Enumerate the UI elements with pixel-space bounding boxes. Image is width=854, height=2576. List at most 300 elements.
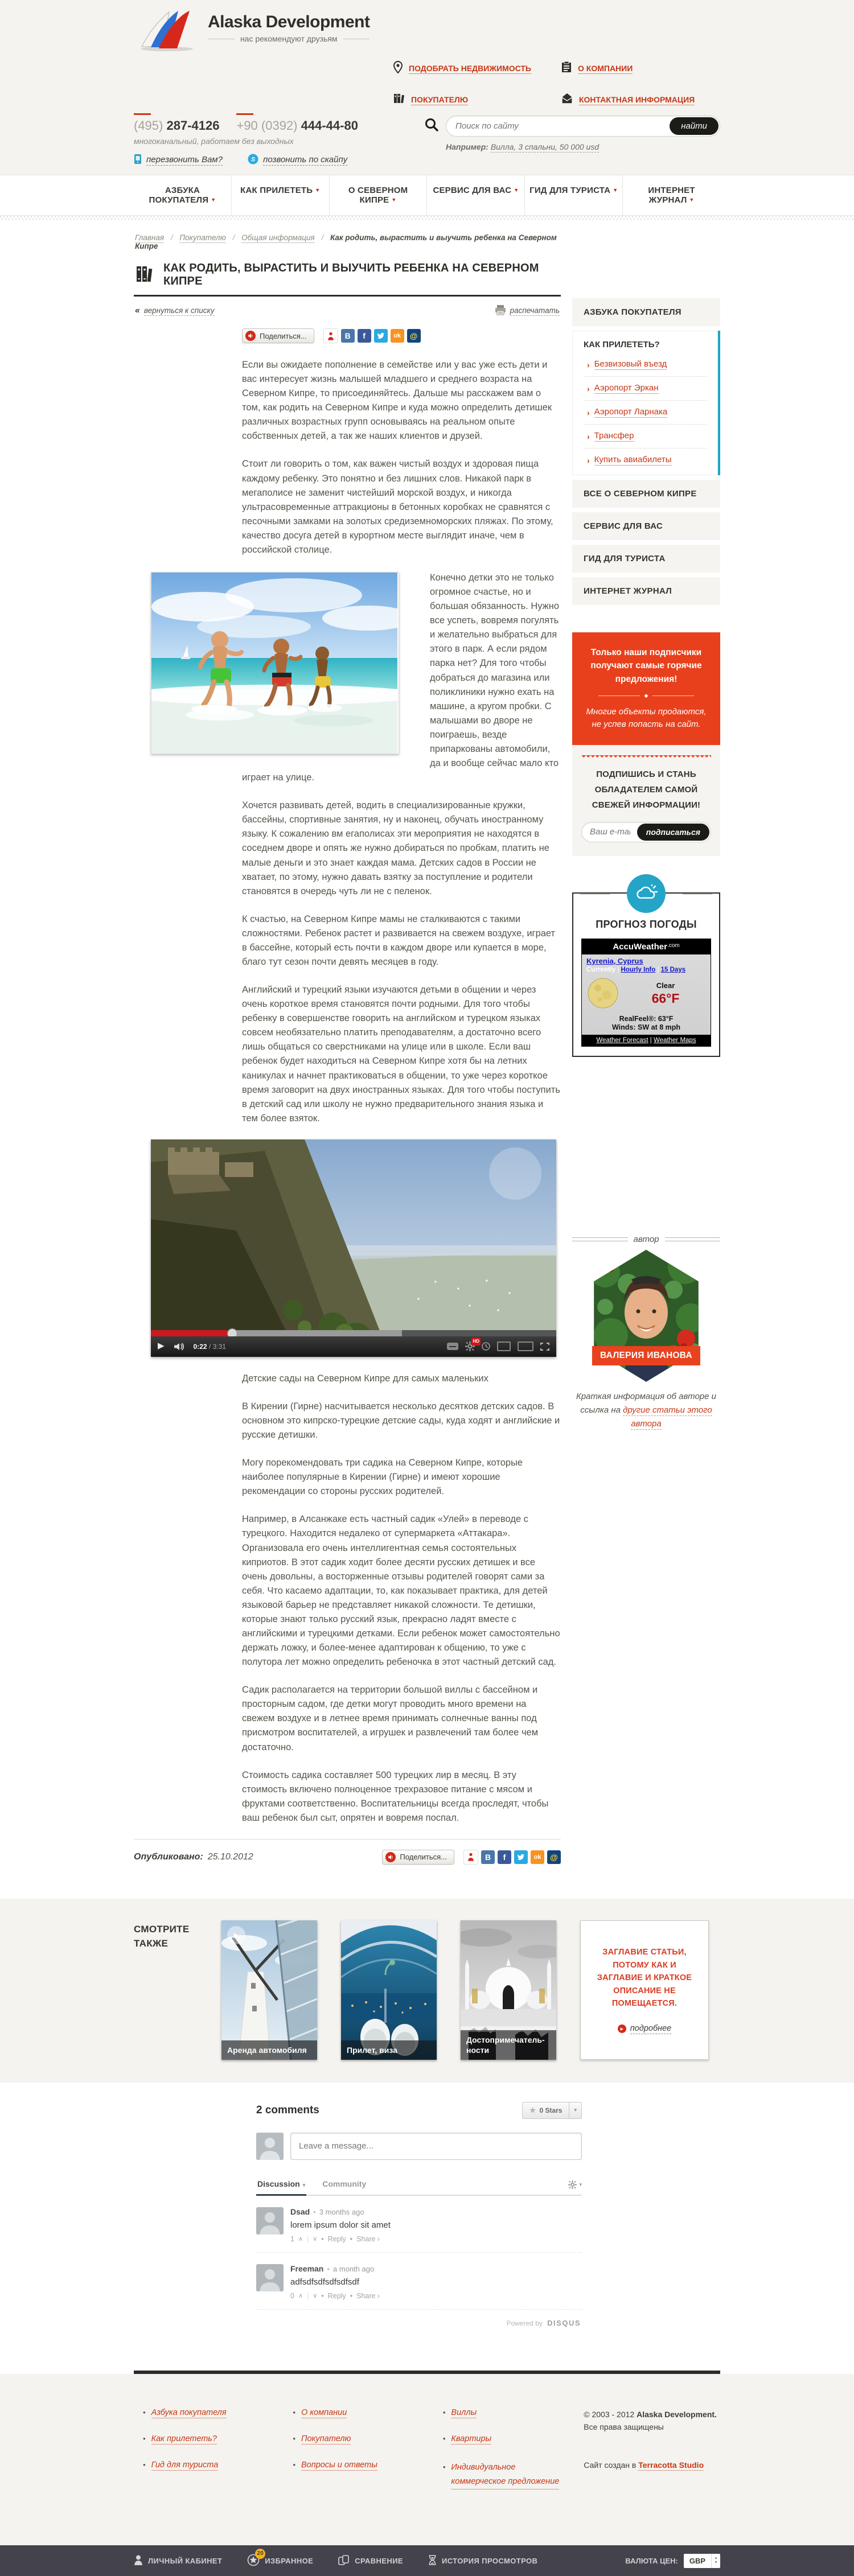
- comments-settings[interactable]: [568, 2180, 582, 2189]
- quick-link-label: ПОДОБРАТЬ НЕДВИЖИМОСТЬ: [409, 63, 531, 73]
- sidebar-link-label: Аэропорт Эркан: [594, 383, 659, 393]
- see-also-note-text: ЗАГЛАВИЕ СТАТЬИ, ПОТОМУ КАК И ЗАГЛАВИЕ И КРАТКОЕ ОПИСАНИЕ НЕ ПОМЕЩАЕТСЯ.: [597, 1948, 692, 2009]
- paragraph: В Кирении (Гирне) насчитывается несколько десятков детских садов. В основном это кипрско-турецкие детские сады, куда ходят и английские и русские детишки.: [242, 1401, 560, 1441]
- share-button[interactable]: [382, 1850, 454, 1865]
- quick-link-about[interactable]: [561, 61, 720, 76]
- phone-moscow: [134, 113, 219, 133]
- sidebar-item-azbuka[interactable]: [572, 298, 720, 326]
- breadcrumb-info[interactable]: Общая информация: [241, 233, 315, 242]
- play-badge-icon: ▶: [227, 1926, 245, 1944]
- see-also-label: СМОТРИТЕ ТАКЖЕ: [134, 1923, 190, 1949]
- separator: •: [350, 2235, 353, 2243]
- disqus-logo[interactable]: DISQUS: [547, 2318, 581, 2327]
- bullet: •: [442, 2434, 446, 2443]
- callback-label: перезвонить Вам?: [146, 155, 223, 164]
- paragraph: Хочется развивать детей, водить в специализированные кружки, бассейны, спортивные занятия, ну и наконец, обучать иностранному языку. К сожалению вм егаполисах эти мероприятия не находятся в соседнем дворе и опять же нужно добираться по пробкам, платить не малые деньги и это знает каждая мама. Детских садов в России не хватает, по этому, нужно давать взятку за поступление и родители становятся в очередь чуть ли не с пеленок.: [242, 800, 549, 896]
- subscribe-heading: ПОДПИШИСЬ И СТАНЬ ОБЛАДАТЕЛЕМ САМОЙ СВЕЖЕЙ ИНФОРМАЦИИ!: [592, 769, 701, 810]
- twitter-icon[interactable]: [374, 329, 388, 343]
- sidebar-link-avia[interactable]: [584, 448, 707, 472]
- subscribe-box: [572, 745, 720, 856]
- downvote-icon[interactable]: ∨: [313, 2236, 318, 2243]
- see-also-card-arrival-visa[interactable]: [341, 1920, 437, 2060]
- quick-link-label: КОНТАКТНАЯ ИНФОРМАЦИЯ: [579, 94, 695, 104]
- vk-icon[interactable]: В: [481, 1850, 495, 1864]
- comment-author[interactable]: Dsad: [290, 2207, 310, 2216]
- published-label: Опубликовано:: [134, 1851, 203, 1862]
- sidebar-link-label: Трансфер: [594, 431, 634, 441]
- video-progress-loaded: [232, 1330, 402, 1336]
- author-articles-link[interactable]: другие статьи этого автора: [623, 1405, 712, 1429]
- odnoklassniki-icon[interactable]: ok: [531, 1850, 544, 1864]
- paragraph: Стоимость садика составляет 500 турецких лир в месяц. В эту стоимость включено полноценное трехразовое питание с мясом и фруктами соответственно. Воспитательницы всегда проследят, чтобы ваш ребенок был сыт, опрятен и вовремя поспал.: [242, 1770, 549, 1823]
- yaru-icon[interactable]: [323, 328, 338, 343]
- nav-item-gid[interactable]: [524, 175, 622, 215]
- sidebar-section-kak-priletet: [572, 331, 720, 475]
- quick-link-find-property[interactable]: [393, 61, 538, 76]
- share-link[interactable]: Share ›: [356, 2235, 380, 2243]
- email-input[interactable]: [583, 824, 637, 840]
- author-name: ВАЛЕРИЯ ИВАНОВА: [592, 1346, 700, 1365]
- theater-mode-icon[interactable]: [497, 1342, 511, 1351]
- favorites-badge: 20: [255, 2549, 265, 2559]
- share-label: Поделиться...: [260, 331, 307, 340]
- phone-number: 287-4126: [166, 118, 220, 133]
- skype-icon: [248, 154, 258, 167]
- logo-text: [208, 9, 369, 43]
- bullet: •: [442, 2408, 446, 2417]
- sidebar-link-ercan[interactable]: [584, 377, 707, 401]
- breadcrumb-home[interactable]: Главная: [135, 233, 165, 242]
- comment-item: [256, 2196, 582, 2253]
- separator: |: [650, 1036, 652, 1044]
- sidebar-item-label: ГИД ДЛЯ ТУРИСТА: [584, 554, 666, 563]
- terracotta-link[interactable]: Terracotta Studio: [638, 2460, 704, 2470]
- video-player[interactable]: [151, 1139, 556, 1357]
- search-button[interactable]: найти: [670, 117, 718, 135]
- accuweather-widget: [581, 939, 711, 1047]
- bullet: •: [293, 2434, 295, 2443]
- callback-link[interactable]: [134, 154, 223, 167]
- separator: |: [307, 2235, 309, 2243]
- brand-suffix: .com: [667, 942, 680, 949]
- comment-text: lorem ipsum dolor sit amet: [290, 2220, 391, 2230]
- clipboard-icon: [561, 61, 572, 76]
- site-tagline: [208, 34, 369, 43]
- share-link[interactable]: Share ›: [356, 2291, 380, 2300]
- printer-icon: [495, 304, 506, 317]
- back-to-list-link[interactable]: [135, 306, 215, 316]
- footer-link-item: [443, 2460, 584, 2489]
- credit-prefix: Сайт создан в: [584, 2460, 639, 2470]
- nav-item-o-kipre[interactable]: [329, 175, 427, 215]
- see-also-card-label: Достопримечатель- ности: [461, 2030, 556, 2060]
- see-also-card-label: Прилет, виза: [341, 2040, 437, 2060]
- currency-select[interactable]: [684, 2554, 720, 2568]
- arrow-right-icon: ›: [587, 431, 590, 441]
- facebook-icon[interactable]: f: [498, 1850, 511, 1864]
- yaru-icon[interactable]: [463, 1850, 478, 1865]
- settings-gear-icon[interactable]: [465, 1339, 479, 1351]
- compare-icon: [338, 2555, 350, 2567]
- arrow-right-icon: ›: [587, 360, 590, 369]
- comments-section: [0, 2083, 854, 2361]
- weather-tab-15days[interactable]: 15 Days: [660, 966, 686, 973]
- nav-label: АЗБУКА ПОКУПАТЕЛЯ: [149, 186, 209, 205]
- stars-label: 0 Stars: [539, 2106, 563, 2114]
- phone-cyprus: [236, 113, 358, 133]
- star-icon: ★: [529, 2105, 536, 2114]
- see-also-note-card: [580, 1920, 709, 2060]
- tagline-text: нас рекомендуют друзьям: [240, 34, 338, 43]
- reply-link[interactable]: Reply: [327, 2235, 346, 2243]
- disqus-credit: [256, 2310, 582, 2327]
- paragraph: Садик располагается на территории большой виллы с бассейном и просторным садом, где детки могут проводить много времени на свежем воздухе и в летнее время принимать солнечные ванны под присмотром воспитателей, а игрушек и развлечений там более чем достаточно.: [242, 1685, 539, 1752]
- envelope-icon: [561, 93, 573, 107]
- sidebar-link-transfer[interactable]: [584, 425, 707, 448]
- weather-maps-link[interactable]: Weather Maps: [654, 1036, 696, 1044]
- author-caption-text: Краткая информация об авторе и ссылка на: [576, 1391, 716, 1415]
- chevron-down-icon: ▾: [574, 2107, 577, 2113]
- books-icon: [134, 264, 154, 287]
- nav-label: ГИД ДЛЯ ТУРИСТА: [529, 186, 611, 195]
- copyright-block: [584, 2408, 720, 2505]
- phones-block: [134, 113, 407, 167]
- sidebar-item-gid[interactable]: [572, 545, 720, 573]
- search-input[interactable]: [447, 118, 670, 134]
- footer-link-faq[interactable]: Вопросы и ответы: [301, 2460, 377, 2470]
- share-button[interactable]: [242, 328, 314, 343]
- nav-item-kak-priletet[interactable]: [231, 175, 329, 215]
- phone-code: (495): [134, 118, 163, 133]
- fullscreen-icon[interactable]: [540, 1343, 549, 1351]
- breadcrumb-separator: /: [321, 233, 324, 242]
- nav-label: ИНТЕРНЕТ ЖУРНАЛ: [648, 186, 695, 205]
- large-player-icon[interactable]: [518, 1342, 533, 1351]
- weather-temp: 66°F: [651, 991, 680, 1006]
- footer-link-item: [143, 2408, 284, 2418]
- separator: |: [307, 2291, 309, 2300]
- article-title-row: [134, 262, 561, 297]
- paragraph: Детские сады на Северном Кипре для самых маленьких: [242, 1373, 488, 1384]
- books-icon: [393, 92, 405, 108]
- copyright-rights: Все права защищены: [584, 2422, 664, 2432]
- footer-link-buyer[interactable]: Покупателю: [301, 2434, 351, 2443]
- main-nav: [0, 175, 854, 216]
- sidebar-item-label: СЕРВИС ДЛЯ ВАС: [584, 521, 663, 531]
- page-title: КАК РОДИТЬ, ВЫРАСТИТЬ И ВЫУЧИТЬ РЕБЕНКА НА СЕВЕРНОМ КИПРЕ: [163, 262, 539, 287]
- share-icons: [463, 1850, 561, 1865]
- phones-note: многоканальный, работаем без выходных: [134, 137, 294, 146]
- weather-title: ПРОГНОЗ ПОГОДЫ: [596, 918, 697, 930]
- search-block: [424, 116, 720, 167]
- site-header: [0, 0, 854, 175]
- map-pin-icon: [393, 61, 403, 76]
- site-footer: [0, 2374, 854, 2545]
- stars-button[interactable]: [522, 2102, 570, 2119]
- history-label: ИСТОРИЯ ПРОСМОТРОВ: [441, 2556, 538, 2565]
- nav-item-servis[interactable]: [426, 175, 524, 215]
- bullet: •: [442, 2462, 446, 2471]
- weather-winds: Winds: SW at 8 mph: [611, 1023, 681, 1031]
- footer-link-priletet[interactable]: Как прилететь?: [151, 2434, 217, 2443]
- see-also-section: [0, 1899, 854, 2083]
- author-block: [572, 1234, 720, 1431]
- copyright-brand: Alaska Development.: [637, 2409, 717, 2419]
- promo-teeth: [581, 755, 711, 760]
- favorites-button[interactable]: [247, 2550, 314, 2568]
- downvote-icon[interactable]: ∨: [313, 2293, 318, 2300]
- captions-icon[interactable]: [447, 1343, 458, 1350]
- footer-link-villas[interactable]: Виллы: [451, 2408, 477, 2417]
- promo-banner: [572, 632, 720, 745]
- footer-link-item: [143, 2460, 284, 2471]
- sidebar-link-bezvizovyi[interactable]: [584, 353, 707, 377]
- article-column: [134, 231, 561, 1865]
- brand-name: AccuWeather: [613, 941, 667, 952]
- footer-link-apartments[interactable]: Квартиры: [451, 2434, 492, 2443]
- share-widget: [242, 328, 421, 343]
- arrow-right-icon: ›: [587, 408, 590, 417]
- phone-number: 444-44-80: [301, 118, 358, 133]
- footer-link-item: [143, 2434, 284, 2445]
- video-progress-bar[interactable]: [151, 1330, 556, 1336]
- published-row: [134, 1839, 561, 1865]
- footer-link-azbuka[interactable]: Азбука покупателя: [151, 2408, 227, 2417]
- compare-label: СРАВНЕНИЕ: [355, 2556, 403, 2565]
- footer-link-item: [443, 2408, 584, 2418]
- author-label: автор: [633, 1234, 659, 1244]
- paragraph: Английский и турецкий языки изучаются детьми в общении и через очень короткое время становятся почти родными. Для того чтобы ребенку в совершенстве говорить на английском и турецком языках совсем необязательно платить преподавателям, а достаточно всего лишь общаться со сверстниками на улице или в школе. Если ваш ребенок будет находиться на Северном Кипре хотя бы на летних каникулах и начнет практиковаться в общении, то уже через короткое время заговорит на двух иностранных языках. Для того чтобы поступить в детский сад или школу не нужно предварительного знания языка и тем более взяток.: [242, 985, 560, 1124]
- sidebar-item-label: ИНТЕРНЕТ ЖУРНАЛ: [584, 586, 672, 596]
- sidebar-section-title: КАК ПРИЛЕТЕТЬ?: [584, 340, 660, 349]
- breadcrumb-separator: /: [170, 233, 173, 242]
- search-example-label: Например:: [446, 142, 488, 151]
- watch-later-icon[interactable]: [482, 1342, 490, 1351]
- sidebar-item-servis[interactable]: [572, 512, 720, 540]
- skype-label: позвонить по скайпу: [263, 155, 348, 164]
- avatar: [256, 2264, 284, 2291]
- logo[interactable]: [134, 9, 407, 55]
- video-frame: [151, 1139, 556, 1357]
- subscribe-button[interactable]: подписаться: [637, 824, 709, 841]
- nav-item-zhurnal[interactable]: [622, 175, 720, 215]
- reply-link[interactable]: Reply: [327, 2291, 346, 2300]
- quick-link-contacts[interactable]: [561, 92, 720, 108]
- separator: •: [350, 2291, 353, 2300]
- video-time-current: 0:22: [193, 1342, 207, 1351]
- volume-icon[interactable]: [174, 1343, 184, 1351]
- see-also-card-rent-car[interactable]: [221, 1920, 317, 2060]
- weather-widget: [572, 892, 720, 1057]
- share-widget-bottom: [382, 1850, 561, 1865]
- nav-label: СЕРВИС ДЛЯ ВАС: [433, 186, 512, 195]
- accuweather-brand: [582, 939, 711, 954]
- breadcrumb-current: Как родить, вырастить и выучить ребенка на Северном Кипре: [135, 233, 557, 250]
- logo-flag-icon: [134, 9, 201, 55]
- comment-author[interactable]: Freeman: [290, 2264, 324, 2273]
- paragraph: К счастью, на Северном Кипре мамы не сталкиваются с такими сложностями. Ребенок растет и развивается на свежем воздухе, играет в бассейне, который есть почти в каждом дворе или купается в море, благо тут сезон почти девять месяцев в году.: [242, 913, 556, 967]
- site-name: Alaska Development: [208, 13, 370, 31]
- comment-input[interactable]: [291, 2133, 581, 2159]
- nav-item-azbuka[interactable]: [134, 175, 231, 215]
- copyright-years: © 2003 - 2012: [584, 2409, 637, 2419]
- chevron-down-icon: ▼: [514, 187, 519, 193]
- sidebar-item-vse-o-kipre[interactable]: [572, 480, 720, 508]
- quick-link-label: О КОМПАНИИ: [578, 63, 633, 73]
- share-icons: [323, 328, 421, 343]
- weather-tab-hourly[interactable]: Hourly Info: [621, 966, 656, 973]
- comment-text: adfsdfsdfsdfsdfsdf: [290, 2277, 359, 2287]
- mailru-icon[interactable]: @: [547, 1850, 561, 1864]
- see-also-card-label: Аренда автомобиля: [221, 2040, 317, 2060]
- tab-community[interactable]: [321, 2175, 367, 2194]
- currency-spinner[interactable]: [711, 2554, 720, 2568]
- tab-label: Community: [322, 2179, 367, 2189]
- bottom-bar: [0, 2545, 854, 2576]
- breadcrumb-separator: /: [232, 233, 235, 242]
- beach-photo: [151, 572, 399, 754]
- footer-link-company[interactable]: О компании: [301, 2408, 347, 2417]
- separator: •: [313, 2207, 316, 2216]
- user-icon: [134, 2555, 143, 2567]
- chevron-down-icon: ▼: [315, 187, 321, 193]
- bullet: •: [293, 2460, 295, 2469]
- quick-link-buyer[interactable]: [393, 92, 538, 108]
- phone-accent-bar: [134, 113, 151, 115]
- avatar: [256, 2133, 284, 2160]
- video-time-total: 3:31: [212, 1342, 226, 1351]
- account-label: ЛИЧНЫЙ КАБИНЕТ: [148, 2556, 223, 2565]
- more-arrow-icon: ▶: [618, 2024, 626, 2033]
- print-link[interactable]: [495, 304, 560, 317]
- sidebar-item-zhurnal[interactable]: [572, 577, 720, 605]
- comment-editor: [290, 2133, 582, 2160]
- favorites-label: ИЗБРАННОЕ: [265, 2556, 314, 2565]
- svg-text:S: S: [251, 156, 256, 163]
- sidebar-link-label: Безвизовый въезд: [594, 359, 667, 369]
- paragraph: Стоит ли говорить о том, как важен чистый воздух и здоровая пища каждому ребенку. Это понятно и без лишних слов. Никакой парк в мегаполисе не заменит чистейший морской воздух, и никогда ультрасовременные аттракционы в бетонных коробках не сравнятся с песочными замками на золотых средиземноморских пляжах. По этому, качество досуга детей в курортном месте выглядит иначе, чем в российской столице.: [242, 459, 553, 555]
- share-label: Поделиться...: [400, 1853, 447, 1862]
- chevron-down-icon: ▾: [579, 2181, 582, 2187]
- currency-value: GBP: [689, 2556, 706, 2565]
- see-also-more-link[interactable]: [618, 2024, 671, 2034]
- arrow-right-icon: ›: [587, 384, 590, 393]
- footer-link-gid[interactable]: Гид для туриста: [151, 2460, 219, 2470]
- bullet: •: [143, 2460, 146, 2469]
- compare-button[interactable]: [338, 2555, 403, 2567]
- odnoklassniki-icon[interactable]: ok: [391, 329, 404, 343]
- chevron-down-icon: ▼: [613, 187, 618, 193]
- avatar: [256, 2207, 284, 2235]
- skype-link[interactable]: [248, 154, 347, 167]
- search-icon: [424, 117, 439, 135]
- upvote-icon[interactable]: ∧: [298, 2293, 303, 2300]
- tab-discussion[interactable]: [256, 2175, 306, 2196]
- separator: •: [321, 2291, 324, 2300]
- sidebar-item-label: ВСЕ О СЕВЕРНОМ КИПРЕ: [584, 489, 697, 499]
- phone-accent-bar: [236, 113, 253, 115]
- separator: |: [657, 966, 659, 973]
- bullet: •: [143, 2408, 146, 2417]
- weather-location-link[interactable]: Kyrenia, Cyprus: [586, 956, 643, 965]
- sidebar-link-label: Аэропорт Ларнака: [594, 407, 668, 417]
- weather-forecast-link[interactable]: Weather Forecast: [596, 1036, 648, 1044]
- author-caption: [572, 1390, 720, 1431]
- tab-label: Discussion: [257, 2179, 300, 2188]
- vote-count: 1: [290, 2235, 294, 2243]
- chevron-down-icon: ▼: [391, 197, 397, 203]
- published-date: 25.10.2012: [207, 1851, 253, 1862]
- quick-link-label: ПОКУПАТЕЛЮ: [411, 94, 469, 104]
- sidebar-item-label: АЗБУКА ПОКУПАТЕЛЯ: [584, 307, 681, 317]
- phone-code: +90 (0392): [236, 118, 298, 133]
- breadcrumb-buyer[interactable]: Покупателю: [179, 233, 226, 242]
- share-speaker-icon: [245, 331, 256, 341]
- breadcrumb: [134, 231, 561, 252]
- footer-link-offer[interactable]: Индивидуальное коммерческое предложение: [451, 2460, 559, 2489]
- promo-line1: Только наши подписчики получают самые горячие предложения!: [590, 648, 702, 684]
- weather-tab-currently: Currently: [586, 966, 616, 973]
- see-also-card-sights[interactable]: [461, 1920, 556, 2060]
- account-button[interactable]: [134, 2555, 222, 2567]
- weather-condition: Clear: [656, 981, 675, 990]
- nav-label: КАК ПРИЛЕТЕТЬ: [240, 186, 313, 195]
- comment-time: 3 months ago: [319, 2207, 364, 2216]
- share-speaker-icon: [385, 1852, 396, 1862]
- sidebar: [572, 298, 720, 1431]
- back-arrow-icon: «: [135, 306, 140, 315]
- vk-icon[interactable]: В: [341, 329, 355, 343]
- diamond-icon: ◆: [644, 692, 648, 698]
- arrow-right-icon: ›: [587, 455, 590, 465]
- hourglass-icon: [428, 2555, 437, 2567]
- facebook-icon[interactable]: f: [358, 329, 371, 343]
- moon-icon: [586, 977, 619, 1011]
- subscribe-field: [581, 822, 711, 842]
- separator: |: [617, 966, 619, 973]
- bullet: •: [293, 2408, 295, 2417]
- history-button[interactable]: [428, 2555, 537, 2567]
- article-body: [158, 358, 561, 1825]
- play-icon[interactable]: ▶: [158, 1341, 165, 1351]
- twitter-icon[interactable]: [514, 1850, 528, 1864]
- paragraph: Могу порекомендовать три садика на Северном Кипре, которые наиболее популярные в Кирении (Гирне) и имеют хорошие рекомендации со стороны русских родителей.: [242, 1458, 523, 1497]
- quick-links: [393, 55, 720, 108]
- powered-by-label: Powered by: [506, 2319, 543, 2327]
- stars-dropdown[interactable]: [569, 2102, 582, 2119]
- vote-count: 0: [290, 2291, 294, 2300]
- footer-link-item: [293, 2408, 433, 2418]
- upvote-icon[interactable]: ∧: [298, 2236, 303, 2243]
- footer-link-item: [293, 2434, 433, 2445]
- comment-time: a month ago: [332, 2264, 375, 2273]
- hd-badge: HD: [471, 1338, 481, 1345]
- paragraph: Конечно детки это не только огромное счастье, но и большая обязанность. Нужно все успеть, вовремя погулять и желательно выбраться для этого в парк. А если рядом парка нет? Для того чтобы добраться до магазина или поликлиники нужно ехать на машине, а кругом пробки. С малышами во дворе не поиграешь, везде припаркованы автомобили, да и вообще сейчас мало кто играет на улице.: [242, 573, 560, 783]
- weather-cloud-icon: [627, 874, 666, 913]
- footer-link-item: [293, 2460, 433, 2471]
- mailru-icon[interactable]: @: [407, 329, 421, 343]
- chevron-down-icon: ▼: [211, 197, 216, 203]
- spin-down-icon: ▼: [714, 2561, 718, 2565]
- sidebar-link-larnaka[interactable]: [584, 401, 707, 425]
- star-circle-icon: [247, 2550, 264, 2568]
- paragraph: Если вы ожидаете пополнение в семействе или у вас уже есть дети и вас интересует жизнь малышей младшего и среднего возраста на Северном Кипре, то присоединяйтесь. Дальше мы расскажем вам о том, как родить на Северном Кипре и куда можно определить детишек различных возрастных групп основываясь на реальном опыте собственных детей, а так же наших клиентов и друзей.: [242, 360, 552, 442]
- video-time-separator: /: [208, 1342, 211, 1351]
- search-example-link[interactable]: Вилла, 3 спальни, 50 000 usd: [490, 142, 600, 151]
- back-to-list-label: вернуться к списку: [143, 306, 215, 315]
- zigzag-divider: [0, 216, 854, 221]
- paragraph: Например, в Алсанжаке есть частный садик «Улей» в переводе с турецкого. Находится недалеко от супермаркета «Аттакара». Организовала его очень интеллигентная семья состоятельных киприотов. В этот садик ходит более десяти русских детишек и все очень довольны, а восторженные отзывы родителей говорят сами за себя. Что касаемо адаптации, то, как показывает практика, для детей языковой барьер не представляет никакой сложности. Те детишки, которые знают только русский язык, прекрасно ладят вместе с английскими и турецкими детками. Если ребенок может самостоятельно держать ложку, и более-менее адаптирован к общению, то уже с полутора лет можно определить ребеночка в этот частный детский сад.: [242, 1514, 560, 1668]
